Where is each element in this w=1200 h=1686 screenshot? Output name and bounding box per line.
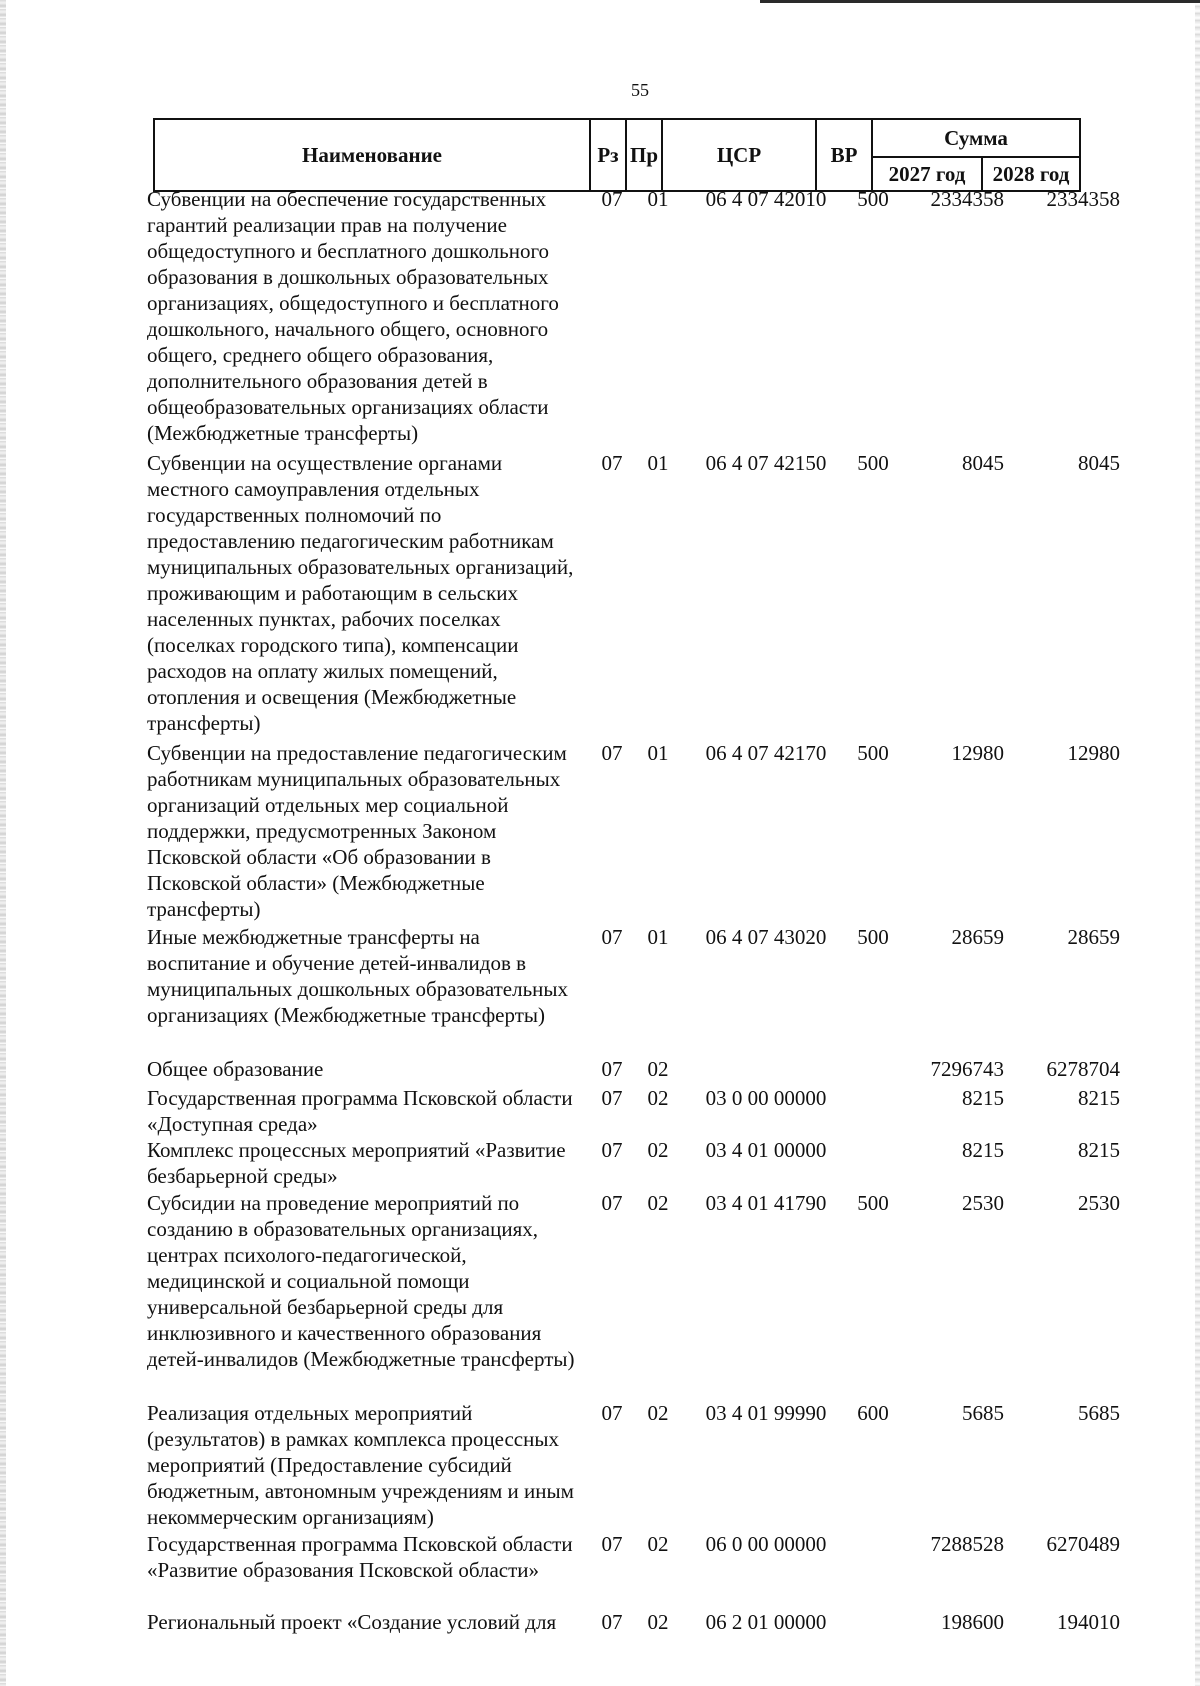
row-sum-2028: 8215 — [1078, 1086, 1120, 1110]
row-rz: 07 — [601, 1401, 623, 1425]
row-pr: 02 — [647, 1191, 669, 1215]
row-sum-2028: 5685 — [1078, 1401, 1120, 1425]
row-vr: 500 — [857, 187, 889, 211]
row-sum-2028: 28659 — [1067, 925, 1120, 949]
row-rz: 07 — [601, 1532, 623, 1556]
row-pr: 01 — [647, 451, 669, 475]
row-sum-2027: 28659 — [951, 925, 1004, 949]
header-2027: 2027 год — [871, 156, 983, 192]
row-rz: 07 — [601, 1138, 623, 1162]
row-pr: 02 — [647, 1610, 669, 1634]
row-rz: 07 — [601, 1191, 623, 1215]
row-csr: 03 0 00 00000 — [705, 1086, 827, 1110]
row-sum-2028: 8045 — [1078, 451, 1120, 475]
row-pr: 01 — [647, 925, 669, 949]
row-sum-2028: 194010 — [1057, 1610, 1120, 1634]
scan-edge-top — [760, 0, 1200, 3]
row-sum-2027: 8215 — [962, 1138, 1004, 1162]
row-rz: 07 — [601, 451, 623, 475]
row-name: Государственная программа Псковской области «Доступная среда» — [147, 1086, 578, 1136]
row-vr: 500 — [857, 1191, 889, 1215]
header-pr: Пр — [625, 118, 663, 192]
row-pr: 01 — [647, 187, 669, 211]
row-sum-2027: 5685 — [962, 1401, 1004, 1425]
row-name: Региональный проект «Создание условий для — [147, 1610, 557, 1634]
row-name: Субвенции на обеспечение государственных гарантий реализации прав на получение общедоступного и бесплатного дошкольного образования в дошкольных образовательных организациях, общедоступного и бесплатного дошкольного, начального общего, основного общего, среднего общего образования, дополнительного образования детей в общеобразовательных организациях области (Межбюджетные трансферты) — [147, 187, 565, 445]
header-rz: Рз — [589, 118, 627, 192]
row-rz: 07 — [601, 741, 623, 765]
row-pr: 02 — [647, 1086, 669, 1110]
scan-edge-right — [1195, 0, 1200, 1686]
row-sum-2028: 2530 — [1078, 1191, 1120, 1215]
header-sum: Сумма — [871, 118, 1081, 158]
row-sum-2027: 2334358 — [930, 187, 1004, 211]
row-sum-2027: 198600 — [941, 1610, 1004, 1634]
row-name: Реализация отдельных мероприятий (результатов) в рамках комплекса процессных мероприятий (Предоставление субсидий бюджетным, автономным учреждениям и иным некоммерческим организациям) — [147, 1401, 580, 1529]
row-rz: 07 — [601, 1086, 623, 1110]
row-sum-2028: 2334358 — [1046, 187, 1120, 211]
row-name: Субвенции на предоставление педагогическим работникам муниципальных образовательных организаций отдельных мер социальной поддержки, предусмотренных Законом Псковской области «Об образовании в Псковской области» (Межбюджетные трансферты) — [147, 741, 573, 921]
row-vr: 500 — [857, 741, 889, 765]
row-pr: 02 — [647, 1138, 669, 1162]
row-rz: 07 — [601, 1057, 623, 1081]
page-number: 55 — [631, 80, 649, 100]
row-name: Субвенции на осуществление органами местного самоуправления отдельных государственных полномочий по предоставлению педагогическим работникам муниципальных образовательных организаций, проживающим и работающим в сельских населенных пунктах, рабочих поселках (поселках городского типа), компенсации расходов на оплату жилых помещений, отопления и освещения (Межбюджетные трансферты) — [147, 451, 579, 735]
row-csr: 06 4 07 43020 — [705, 925, 827, 949]
header-2028: 2028 год — [981, 156, 1081, 192]
row-rz: 07 — [601, 1610, 623, 1634]
row-pr: 02 — [647, 1532, 669, 1556]
header-vr: ВР — [815, 118, 873, 192]
row-csr: 06 4 07 42010 — [705, 187, 827, 211]
header-csr: ЦСР — [661, 118, 817, 192]
row-vr: 600 — [857, 1401, 889, 1425]
row-sum-2027: 2530 — [962, 1191, 1004, 1215]
table-header — [153, 118, 1119, 192]
row-name: Иные межбюджетные трансферты на воспитание и обучение детей-инвалидов в муниципальных дошкольных образовательных организациях (Межбюджетные трансферты) — [147, 925, 574, 1027]
row-pr: 01 — [647, 741, 669, 765]
row-sum-2027: 12980 — [951, 741, 1004, 765]
row-name: Общее образование — [147, 1057, 324, 1081]
row-sum-2027: 7296743 — [930, 1057, 1004, 1081]
row-vr: 500 — [857, 925, 889, 949]
row-sum-2028: 8215 — [1078, 1138, 1120, 1162]
row-rz: 07 — [601, 187, 623, 211]
row-csr: 03 4 01 00000 — [705, 1138, 827, 1162]
row-csr: 03 4 01 41790 — [705, 1191, 827, 1215]
row-sum-2027: 7288528 — [930, 1532, 1004, 1556]
row-pr: 02 — [647, 1401, 669, 1425]
row-csr: 06 0 00 00000 — [705, 1532, 827, 1556]
row-sum-2028: 6270489 — [1046, 1532, 1120, 1556]
row-rz: 07 — [601, 925, 623, 949]
header-name: Наименование — [153, 118, 591, 192]
row-csr: 03 4 01 99990 — [705, 1401, 827, 1425]
row-name: Субсидии на проведение мероприятий по созданию в образовательных организациях, центрах психолого-педагогической, медицинской и социальной помощи универсальной безбарьерной среды для инклюзивного и качественного образования детей-инвалидов (Межбюджетные трансферты) — [147, 1191, 575, 1371]
row-name: Государственная программа Псковской области «Развитие образования Псковской области» — [147, 1532, 578, 1582]
row-csr: 06 4 07 42150 — [705, 451, 827, 475]
row-name: Комплекс процессных мероприятий «Развитие безбарьерной среды» — [147, 1138, 571, 1188]
row-csr: 06 2 01 00000 — [705, 1610, 827, 1634]
row-csr: 06 4 07 42170 — [705, 741, 827, 765]
row-vr: 500 — [857, 451, 889, 475]
scan-edge-left — [0, 0, 6, 1686]
row-pr: 02 — [647, 1057, 669, 1081]
row-sum-2027: 8045 — [962, 451, 1004, 475]
row-sum-2028: 12980 — [1067, 741, 1120, 765]
row-sum-2028: 6278704 — [1046, 1057, 1120, 1081]
row-sum-2027: 8215 — [962, 1086, 1004, 1110]
